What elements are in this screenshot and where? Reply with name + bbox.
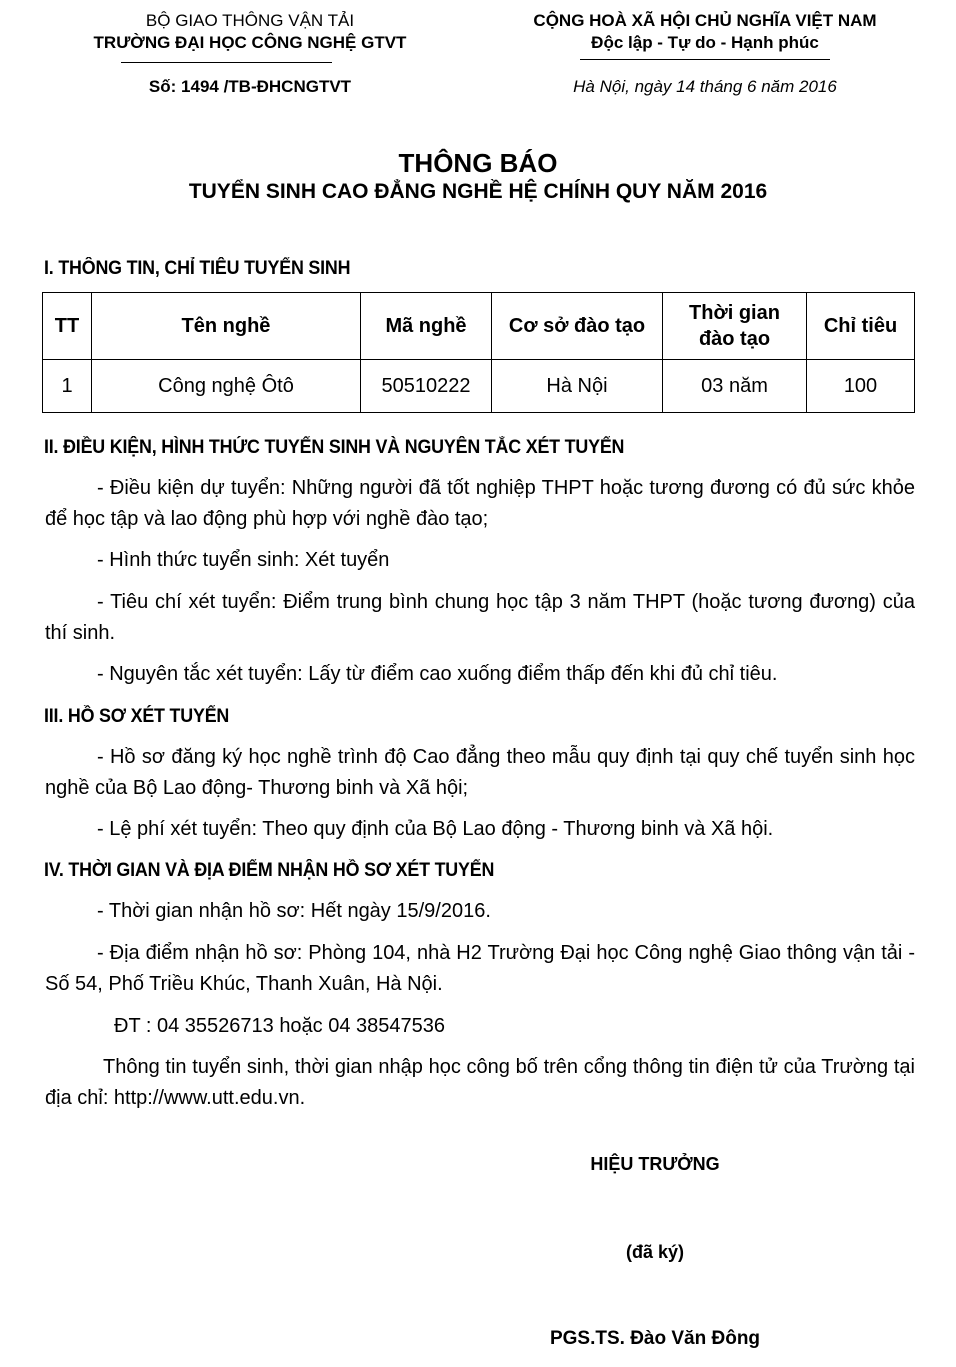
table-header-row xyxy=(43,293,915,360)
phone-line: ĐT : 04 35526713 hoặc 04 38547536 xyxy=(114,1015,446,1037)
cell-program-code: 50510222 xyxy=(361,360,492,413)
col-header-program-name: Tên nghề xyxy=(92,293,361,360)
col-header-duration: Thời gian đào tạo xyxy=(663,293,807,360)
selection-criteria-paragraph: - Tiêu chí xét tuyển: Điểm trung bình chung học tập 3 năm THPT (hoặc tương đương) của thí sinh. xyxy=(45,591,915,644)
closing-paragraph: Thông tin tuyển sinh, thời gian nhập học công bố trên cổng thông tin điện tử của Trường tại địa chỉ: http://www.utt.edu.vn. xyxy=(45,1056,915,1109)
admission-method-paragraph: - Hình thức tuyển sinh: Xét tuyển xyxy=(97,549,390,571)
cell-program-name: Công nghệ Ôtô xyxy=(92,360,361,413)
cell-duration: 03 năm xyxy=(663,360,807,413)
location-paragraph: - Địa điểm nhận hồ sơ: Phòng 104, nhà H2 Trường Đại học Công nghệ Giao thông vận tải - Số 54, Phố Triều Khúc, Thanh Xuân, Hà Nội. xyxy=(45,942,915,995)
document-number: Số: 1494 /TB-ĐHCNGTVT xyxy=(148,77,352,96)
section-3-heading: III. HỒ SƠ XÉT TUYỂN xyxy=(44,706,230,727)
section-4-heading: IV. THỜI GIAN VÀ ĐỊA ĐIỂM NHẬN HỒ SƠ XÉT TUYỂN xyxy=(44,860,495,881)
school-name: TRƯỜNG ĐẠI HỌC CÔNG NGHỆ GTVT xyxy=(93,33,407,52)
col-header-campus: Cơ sở đào tạo xyxy=(492,293,663,360)
col-header-quota: Chỉ tiêu xyxy=(807,293,915,360)
signature-status: (đã ký) xyxy=(625,1242,685,1262)
section-1-heading: I. THÔNG TIN, CHỈ TIÊU TUYỂN SINH xyxy=(44,258,351,279)
col-header-program-code: Mã nghề xyxy=(361,293,492,360)
ministry-name: BỘ GIAO THÔNG VẬN TẢI xyxy=(145,11,355,30)
national-motto: Độc lập - Tự do - Hạnh phúc xyxy=(591,33,819,52)
notice-subtitle: TUYỂN SINH CAO ĐẲNG NGHỀ HỆ CHÍNH QUY NĂM 2016 xyxy=(188,180,768,203)
signer-role: HIỆU TRƯỞNG xyxy=(590,1154,720,1174)
quota-table xyxy=(42,292,915,413)
place-and-date: Hà Nội, ngày 14 tháng 6 năm 2016 xyxy=(573,77,837,96)
nation-name: CỘNG HOÀ XÃ HỘI CHỦ NGHĨA VIỆT NAM xyxy=(533,11,877,30)
header-left-divider xyxy=(121,62,332,63)
application-dossier-paragraph: - Hồ sơ đăng ký học nghề trình độ Cao đẳng theo mẫu quy định tại quy chế tuyển sinh học nghề của Bộ Lao động- Thương binh và Xã hội; xyxy=(45,746,915,799)
application-fee-paragraph: - Lệ phí xét tuyển: Theo quy định của Bộ Lao động - Thương binh và Xã hội. xyxy=(97,818,774,840)
col-header-tt: TT xyxy=(43,293,92,360)
deadline-paragraph: - Thời gian nhận hồ sơ: Hết ngày 15/9/2016. xyxy=(97,900,491,922)
eligibility-paragraph: - Điều kiện dự tuyển: Những người đã tốt nghiệp THPT hoặc tương đương có đủ sức khỏe để học tập và lao động phù hợp với nghề đào tạo; xyxy=(45,477,915,530)
notice-title: THÔNG BÁO xyxy=(398,148,558,178)
cell-tt: 1 xyxy=(43,360,92,413)
header-right-divider xyxy=(580,59,830,60)
cell-quota: 100 xyxy=(807,360,915,413)
table-row xyxy=(43,360,915,413)
selection-principle-paragraph: - Nguyên tắc xét tuyển: Lấy từ điểm cao xuống điểm thấp đến khi đủ chỉ tiêu. xyxy=(97,663,778,685)
cell-campus: Hà Nội xyxy=(492,360,663,413)
signer-name: PGS.TS. Đào Văn Đông xyxy=(549,1328,761,1349)
section-2-heading: II. ĐIỀU KIỆN, HÌNH THỨC TUYỂN SINH VÀ NGUYÊN TẮC XÉT TUYỂN xyxy=(44,437,625,458)
